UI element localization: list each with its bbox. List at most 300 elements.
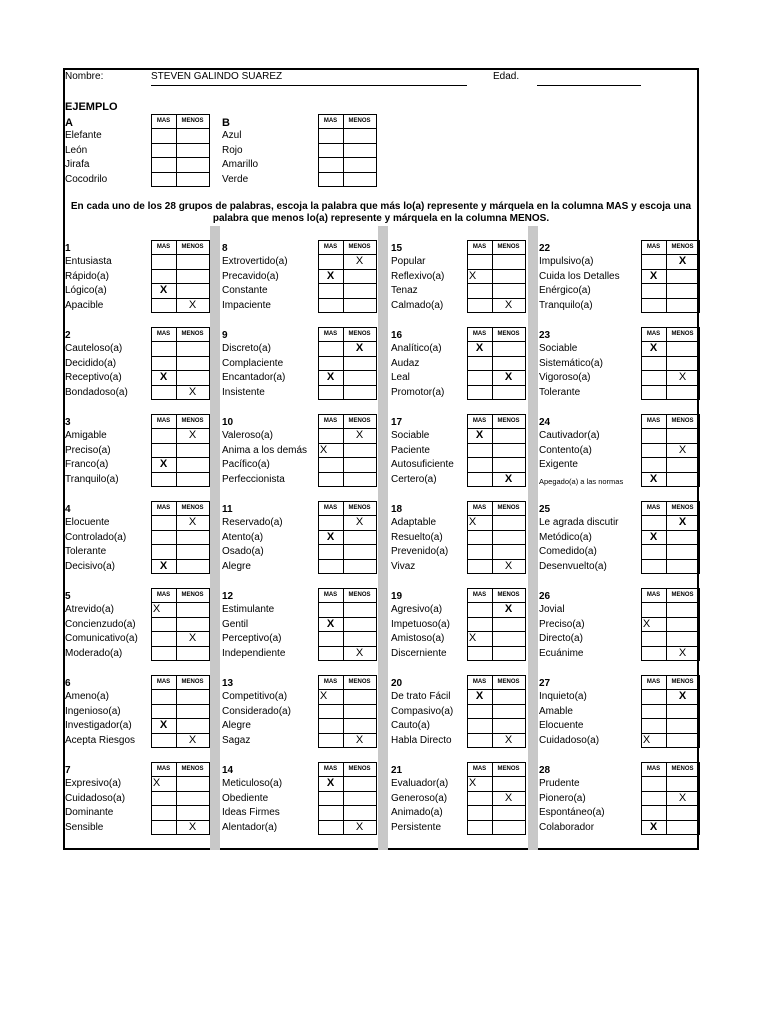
menos-checkbox[interactable] [492, 617, 526, 633]
menos-header: MENOS [671, 679, 694, 685]
word-label: Impaciente [222, 299, 271, 311]
mas-checkbox[interactable] [151, 472, 177, 488]
word-label: Atento(a) [222, 531, 264, 543]
mas-header: MAS [472, 244, 487, 250]
mas-mark: X [468, 516, 477, 528]
mas-checkbox[interactable] [467, 443, 493, 459]
menos-checkbox[interactable] [666, 341, 700, 357]
mas-checkbox[interactable] [318, 791, 344, 807]
word-label: Independiente [222, 647, 286, 659]
menos-checkbox[interactable] [343, 128, 377, 144]
group-number: 24 [539, 417, 551, 428]
mas-checkbox[interactable] [467, 385, 493, 401]
group-number: 6 [65, 678, 71, 689]
word-label: Inquieto(a) [539, 691, 587, 702]
group-number: 5 [65, 591, 71, 602]
menos-checkbox[interactable] [343, 602, 377, 618]
mas-mark: X [159, 371, 168, 383]
group-number: 20 [391, 678, 403, 689]
menos-checkbox[interactable] [666, 457, 700, 473]
menos-checkbox[interactable] [666, 283, 700, 299]
menos-checkbox[interactable] [343, 385, 377, 401]
menos-checkbox[interactable] [666, 559, 700, 575]
mas-checkbox[interactable] [151, 530, 177, 546]
menos-checkbox[interactable] [492, 283, 526, 299]
mas-checkbox[interactable] [641, 544, 667, 560]
menos-checkbox[interactable] [492, 631, 526, 647]
menos-checkbox[interactable] [176, 718, 210, 734]
word-label: Perfeccionista [222, 473, 285, 485]
mas-checkbox[interactable] [467, 457, 493, 473]
menos-checkbox[interactable] [176, 559, 210, 575]
mas-checkbox[interactable] [318, 733, 344, 749]
mas-checkbox[interactable] [151, 689, 177, 705]
menos-header: MENOS [497, 505, 520, 511]
mas-checkbox[interactable] [151, 254, 177, 270]
mas-checkbox[interactable] [318, 143, 344, 159]
menos-checkbox[interactable] [176, 472, 210, 488]
name-value[interactable]: STEVEN GALINDO SUAREZ [151, 71, 283, 82]
group-number: 26 [539, 591, 551, 602]
mas-checkbox[interactable] [641, 428, 667, 444]
menos-checkbox[interactable] [343, 443, 377, 459]
mas-checkbox[interactable] [641, 559, 667, 575]
mas-header: MAS [156, 331, 171, 337]
mas-checkbox[interactable] [151, 805, 177, 821]
menos-checkbox[interactable] [666, 631, 700, 647]
mas-header: MAS [156, 766, 171, 772]
mas-checkbox[interactable] [467, 559, 493, 575]
word-label: Controlado(a) [65, 531, 127, 543]
group-number: 11 [222, 504, 233, 515]
mas-checkbox[interactable] [467, 530, 493, 546]
menos-checkbox[interactable] [492, 254, 526, 270]
mas-header: MAS [156, 505, 171, 511]
menos-checkbox[interactable] [492, 704, 526, 720]
mas-mark: X [642, 733, 651, 746]
mas-checkbox[interactable] [151, 820, 177, 836]
mas-mark: X [642, 617, 651, 630]
mas-checkbox[interactable] [318, 356, 344, 372]
menos-mark: X [678, 371, 687, 383]
menos-mark: X [504, 472, 513, 485]
menos-checkbox[interactable] [343, 269, 377, 285]
menos-checkbox[interactable] [492, 530, 526, 546]
mas-header: MAS [323, 766, 338, 772]
mas-checkbox[interactable] [151, 157, 177, 173]
mas-checkbox[interactable] [151, 341, 177, 357]
menos-checkbox[interactable] [343, 704, 377, 720]
mas-checkbox[interactable] [318, 172, 344, 188]
mas-checkbox[interactable] [641, 718, 667, 734]
mas-checkbox[interactable] [641, 254, 667, 270]
mas-checkbox[interactable] [151, 143, 177, 159]
menos-checkbox[interactable] [492, 646, 526, 662]
menos-checkbox[interactable] [176, 443, 210, 459]
age-field[interactable] [537, 85, 641, 86]
menos-checkbox[interactable] [666, 820, 700, 836]
mas-checkbox[interactable] [151, 443, 177, 459]
mas-checkbox[interactable] [151, 617, 177, 633]
menos-checkbox[interactable] [666, 805, 700, 821]
menos-checkbox[interactable] [343, 370, 377, 386]
mas-checkbox[interactable] [151, 646, 177, 662]
mas-checkbox[interactable] [641, 457, 667, 473]
word-label: Sensible [65, 821, 104, 833]
mas-checkbox[interactable] [151, 428, 177, 444]
mas-checkbox[interactable] [318, 602, 344, 618]
word-label: Directo(a) [539, 633, 583, 644]
menos-checkbox[interactable] [343, 631, 377, 647]
mas-checkbox[interactable] [641, 791, 667, 807]
word-label: Popular [391, 256, 426, 267]
mas-header: MAS [472, 418, 487, 424]
column-separator [210, 226, 220, 850]
word-label: Obediente [222, 792, 269, 804]
menos-header: MENOS [348, 766, 371, 772]
word-label: Evaluador(a) [391, 778, 449, 789]
menos-header: MENOS [181, 331, 204, 337]
menos-mark: X [678, 646, 687, 659]
menos-checkbox[interactable] [176, 356, 210, 372]
mas-checkbox[interactable] [318, 385, 344, 401]
mas-mark: X [468, 777, 477, 789]
menos-checkbox[interactable] [666, 704, 700, 720]
menos-checkbox[interactable] [492, 689, 526, 705]
mas-checkbox[interactable] [467, 820, 493, 836]
menos-checkbox[interactable] [343, 472, 377, 488]
menos-checkbox[interactable] [666, 733, 700, 749]
menos-checkbox[interactable] [666, 472, 700, 488]
word-label: Impulsivo(a) [539, 256, 594, 267]
menos-checkbox[interactable] [343, 457, 377, 473]
mas-header: MAS [646, 418, 661, 424]
menos-checkbox[interactable] [176, 602, 210, 618]
mas-checkbox[interactable] [318, 559, 344, 575]
mas-checkbox[interactable] [318, 515, 344, 531]
mas-checkbox[interactable] [151, 733, 177, 749]
mas-checkbox[interactable] [151, 128, 177, 144]
group-number: B [222, 117, 230, 129]
mas-mark: X [159, 719, 168, 731]
mas-checkbox[interactable] [467, 370, 493, 386]
mas-mark: X [326, 269, 335, 282]
mas-header: MAS [156, 244, 171, 250]
mas-checkbox[interactable] [467, 544, 493, 560]
menos-checkbox[interactable] [343, 776, 377, 792]
mas-mark: X [319, 690, 328, 702]
menos-checkbox[interactable] [343, 530, 377, 546]
menos-checkbox[interactable] [492, 820, 526, 836]
mas-mark: X [649, 820, 658, 833]
menos-header: MENOS [181, 592, 204, 598]
name-label: Nombre: [65, 71, 104, 82]
menos-header: MENOS [348, 505, 371, 511]
name-underline [151, 85, 467, 86]
word-label: Rápido(a) [65, 270, 109, 282]
word-label: Comunicativo(a) [65, 633, 138, 644]
menos-checkbox[interactable] [343, 298, 377, 314]
menos-checkbox[interactable] [492, 269, 526, 285]
word-label: León [65, 144, 88, 156]
menos-checkbox[interactable] [176, 530, 210, 546]
menos-checkbox[interactable] [666, 428, 700, 444]
mas-checkbox[interactable] [641, 370, 667, 386]
menos-mark: X [504, 603, 513, 615]
mas-checkbox[interactable] [641, 646, 667, 662]
mas-checkbox[interactable] [151, 704, 177, 720]
word-label: Sociable [539, 343, 578, 354]
menos-checkbox[interactable] [666, 385, 700, 401]
mas-checkbox[interactable] [641, 515, 667, 531]
mas-mark: X [649, 269, 658, 282]
menos-checkbox[interactable] [343, 544, 377, 560]
menos-checkbox[interactable] [176, 157, 210, 173]
menos-checkbox[interactable] [343, 283, 377, 299]
group-number: 12 [222, 591, 234, 602]
mas-checkbox[interactable] [467, 791, 493, 807]
menos-checkbox[interactable] [492, 385, 526, 401]
menos-checkbox[interactable] [343, 718, 377, 734]
word-label: Ingenioso(a) [65, 705, 121, 717]
mas-checkbox[interactable] [467, 472, 493, 488]
word-label: Concienzudo(a) [65, 618, 136, 630]
menos-mark: X [188, 820, 197, 833]
mas-checkbox[interactable] [467, 617, 493, 633]
word-label: Metódico(a) [539, 531, 592, 543]
menos-checkbox[interactable] [492, 443, 526, 459]
mas-checkbox[interactable] [641, 602, 667, 618]
menos-mark: X [188, 385, 197, 398]
group-number: A [65, 117, 73, 129]
mas-checkbox[interactable] [151, 385, 177, 401]
mas-checkbox[interactable] [641, 689, 667, 705]
menos-checkbox[interactable] [176, 805, 210, 821]
mas-checkbox[interactable] [151, 791, 177, 807]
menos-checkbox[interactable] [666, 617, 700, 633]
menos-header: MENOS [671, 418, 694, 424]
mas-checkbox[interactable] [318, 128, 344, 144]
menos-mark: X [355, 646, 364, 659]
menos-checkbox[interactable] [343, 559, 377, 575]
mas-checkbox[interactable] [151, 544, 177, 560]
menos-checkbox[interactable] [666, 718, 700, 734]
mas-checkbox[interactable] [467, 733, 493, 749]
mas-checkbox[interactable] [641, 704, 667, 720]
menos-checkbox[interactable] [343, 791, 377, 807]
word-label: Amigable [65, 430, 107, 441]
menos-checkbox[interactable] [176, 689, 210, 705]
mas-checkbox[interactable] [318, 718, 344, 734]
mas-checkbox[interactable] [318, 472, 344, 488]
menos-checkbox[interactable] [176, 457, 210, 473]
mas-mark: X [326, 371, 335, 383]
word-label: Meticuloso(a) [222, 778, 283, 789]
menos-checkbox[interactable] [666, 544, 700, 560]
mas-checkbox[interactable] [151, 515, 177, 531]
mas-checkbox[interactable] [318, 805, 344, 821]
mas-checkbox[interactable] [151, 269, 177, 285]
menos-checkbox[interactable] [343, 143, 377, 159]
menos-checkbox[interactable] [492, 341, 526, 357]
menos-checkbox[interactable] [492, 544, 526, 560]
mas-mark: X [159, 559, 168, 572]
word-label: Preciso(a) [65, 444, 111, 456]
word-label: Lógico(a) [65, 285, 107, 296]
menos-checkbox[interactable] [343, 689, 377, 705]
mas-checkbox[interactable] [318, 544, 344, 560]
menos-checkbox[interactable] [492, 457, 526, 473]
menos-mark: X [188, 429, 197, 441]
menos-checkbox[interactable] [176, 269, 210, 285]
mas-checkbox[interactable] [151, 172, 177, 188]
word-label: Constante [222, 285, 268, 296]
menos-checkbox[interactable] [666, 356, 700, 372]
mas-checkbox[interactable] [318, 820, 344, 836]
mas-checkbox[interactable] [318, 646, 344, 662]
mas-checkbox[interactable] [318, 428, 344, 444]
word-label: Investigador(a) [65, 720, 132, 731]
mas-mark: X [159, 284, 168, 296]
menos-checkbox[interactable] [492, 718, 526, 734]
mas-checkbox[interactable] [641, 283, 667, 299]
menos-checkbox[interactable] [343, 356, 377, 372]
menos-checkbox[interactable] [666, 298, 700, 314]
word-label: Precavido(a) [222, 270, 279, 282]
group-number: 7 [65, 765, 71, 776]
mas-checkbox[interactable] [151, 631, 177, 647]
menos-checkbox[interactable] [666, 530, 700, 546]
group-number: 3 [65, 417, 71, 428]
mas-header: MAS [646, 244, 661, 250]
mas-header: MAS [323, 244, 338, 250]
menos-checkbox[interactable] [176, 172, 210, 188]
mas-checkbox[interactable] [318, 341, 344, 357]
menos-header: MENOS [671, 592, 694, 598]
mas-mark: X [152, 603, 161, 615]
mas-checkbox[interactable] [151, 298, 177, 314]
menos-checkbox[interactable] [176, 283, 210, 299]
mas-checkbox[interactable] [641, 443, 667, 459]
mas-checkbox[interactable] [467, 356, 493, 372]
word-label: Audaz [391, 357, 420, 369]
menos-checkbox[interactable] [343, 617, 377, 633]
group-number: 25 [539, 504, 551, 515]
mas-checkbox[interactable] [467, 298, 493, 314]
word-label: Prevenido(a) [391, 546, 449, 557]
word-label: Considerado(a) [222, 705, 291, 717]
word-label: Ideas Firmes [222, 807, 280, 818]
mas-checkbox[interactable] [151, 356, 177, 372]
word-label: Cautivador(a) [539, 430, 600, 441]
mas-checkbox[interactable] [467, 602, 493, 618]
menos-checkbox[interactable] [176, 341, 210, 357]
menos-checkbox[interactable] [176, 646, 210, 662]
menos-checkbox[interactable] [343, 172, 377, 188]
mas-header: MAS [646, 592, 661, 598]
mas-checkbox[interactable] [641, 776, 667, 792]
mas-checkbox[interactable] [318, 298, 344, 314]
word-label: Reservado(a) [222, 517, 283, 528]
mas-checkbox[interactable] [641, 385, 667, 401]
menos-checkbox[interactable] [176, 128, 210, 144]
mas-checkbox[interactable] [641, 805, 667, 821]
word-label: Pacífico(a) [222, 459, 270, 470]
menos-header: MENOS [671, 766, 694, 772]
menos-checkbox[interactable] [176, 370, 210, 386]
word-label: Vivaz [391, 560, 416, 572]
menos-checkbox[interactable] [176, 254, 210, 270]
group-number: 19 [391, 591, 403, 602]
word-label: Cauto(a) [391, 720, 430, 731]
menos-checkbox[interactable] [492, 356, 526, 372]
mas-mark: X [159, 458, 168, 470]
word-label: Osado(a) [222, 546, 264, 557]
word-label: Habla Directo [391, 734, 452, 746]
menos-header: MENOS [497, 766, 520, 772]
mas-checkbox[interactable] [467, 283, 493, 299]
menos-mark: X [504, 371, 513, 383]
menos-checkbox[interactable] [176, 776, 210, 792]
menos-checkbox[interactable] [492, 515, 526, 531]
mas-checkbox[interactable] [318, 457, 344, 473]
mas-checkbox[interactable] [318, 631, 344, 647]
mas-checkbox[interactable] [318, 254, 344, 270]
word-label: Jovial [539, 604, 565, 615]
group-number: 14 [222, 765, 234, 776]
mas-header: MAS [646, 679, 661, 685]
menos-checkbox[interactable] [343, 157, 377, 173]
mas-checkbox[interactable] [467, 704, 493, 720]
menos-header: MENOS [671, 331, 694, 337]
menos-checkbox[interactable] [176, 704, 210, 720]
mas-checkbox[interactable] [467, 805, 493, 821]
word-label: Desenvuelto(a) [539, 560, 607, 572]
mas-checkbox[interactable] [641, 356, 667, 372]
word-label: Agresivo(a) [391, 604, 443, 615]
menos-checkbox[interactable] [176, 791, 210, 807]
word-label: Vigoroso(a) [539, 372, 591, 383]
menos-checkbox[interactable] [492, 805, 526, 821]
mas-header: MAS [156, 592, 171, 598]
menos-header: MENOS [348, 244, 371, 250]
menos-checkbox[interactable] [176, 143, 210, 159]
word-label: Azul [222, 130, 242, 141]
mas-checkbox[interactable] [467, 718, 493, 734]
mas-checkbox[interactable] [467, 254, 493, 270]
menos-checkbox[interactable] [176, 617, 210, 633]
menos-checkbox[interactable] [492, 428, 526, 444]
mas-checkbox[interactable] [641, 631, 667, 647]
menos-checkbox[interactable] [666, 602, 700, 618]
menos-checkbox[interactable] [176, 544, 210, 560]
mas-checkbox[interactable] [641, 298, 667, 314]
menos-checkbox[interactable] [666, 269, 700, 285]
menos-header: MENOS [497, 244, 520, 250]
mas-checkbox[interactable] [318, 283, 344, 299]
mas-checkbox[interactable] [318, 704, 344, 720]
word-label: Elocuente [65, 517, 110, 528]
mas-mark: X [649, 342, 658, 354]
menos-header: MENOS [671, 505, 694, 511]
menos-checkbox[interactable] [343, 805, 377, 821]
mas-checkbox[interactable] [467, 646, 493, 662]
word-label: Tranquilo(a) [539, 299, 593, 311]
menos-mark: X [188, 733, 197, 746]
mas-checkbox[interactable] [318, 157, 344, 173]
menos-checkbox[interactable] [666, 776, 700, 792]
menos-checkbox[interactable] [492, 776, 526, 792]
